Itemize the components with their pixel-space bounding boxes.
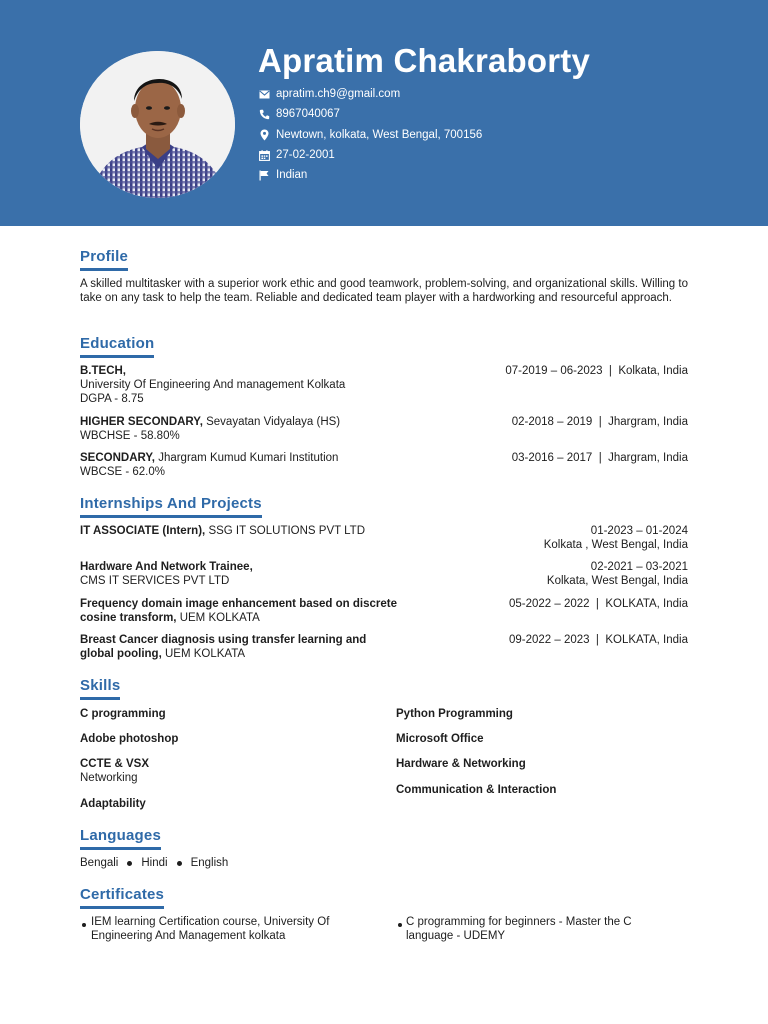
contact-dob <box>258 145 482 165</box>
language-list <box>80 857 228 869</box>
education-dates-location: 07-2019 – 06-2023 | Kolkata, India <box>505 365 688 377</box>
education-degree-line: SECONDARY, Jhargram Kumud Kumari Institution <box>80 452 339 464</box>
project-title-line1: Breast Cancer diagnosis using transfer learning and <box>80 634 367 646</box>
project-title-line2: cosine transform, UEM KOLKATA <box>80 612 260 624</box>
contact-list <box>258 84 482 185</box>
certificate-line1: IEM learning Certification course, University Of <box>91 916 330 928</box>
certificate-line1: C programming for beginners - Master the C <box>406 916 632 928</box>
skill-item: Communication & Interaction <box>396 784 557 796</box>
contact-email <box>258 84 482 104</box>
project-dates-location: 09-2022 – 2023 | KOLKATA, India <box>508 634 688 646</box>
project-dates-location: 05-2022 – 2022 | KOLKATA, India <box>508 598 688 610</box>
skill-item: Adaptability <box>80 798 146 810</box>
internship-location: Kolkata, West Bengal, India <box>546 575 688 587</box>
skill-item: Adobe photoshop <box>80 733 179 745</box>
internship-dates: 01-2023 – 01-2024 <box>590 525 688 537</box>
language-item: English <box>190 857 229 869</box>
contact-nationality-text: Indian <box>276 169 308 182</box>
section-title-profile: Profile <box>80 248 128 271</box>
project-title-line1: Frequency domain image enhancement based on discrete <box>80 598 397 610</box>
skill-item: C programming <box>80 708 166 720</box>
education-institution: University Of Engineering And management Kolkata <box>80 379 346 391</box>
internship-org: CMS IT SERVICES PVT LTD <box>80 575 230 587</box>
education-dates-location: 02-2018 – 2019 | Jhargram, India <box>511 416 688 428</box>
skill-item: Microsoft Office <box>396 733 484 745</box>
education-score: WBCSE - 62.0% <box>80 466 165 478</box>
bullet-separator <box>127 861 132 866</box>
location-icon <box>258 129 270 141</box>
profile-summary: A skilled multitasker with a superior work ethic and good teamwork, problem-solving, and organizational skills. Willing to take on any task to help the team. Reliable and dedicated team player with a hardworking and resourceful approach. <box>80 278 688 304</box>
profile-photo <box>80 51 235 198</box>
contact-nationality <box>258 165 482 185</box>
contact-dob-text: 27-02-2001 <box>276 149 335 162</box>
contact-email-text[interactable]: apratim.ch9@gmail.com <box>276 88 401 101</box>
section-title-education: Education <box>80 335 154 358</box>
email-icon <box>258 88 270 100</box>
education-score: WBCHSE - 58.80% <box>80 430 180 442</box>
education-degree-line: HIGHER SECONDARY, Sevayatan Vidyalaya (HS) <box>80 416 341 428</box>
skill-item: Python Programming <box>396 708 513 720</box>
contact-phone <box>258 104 482 124</box>
internship-role-line: IT ASSOCIATE (Intern), SSG IT SOLUTIONS PVT LTD <box>80 525 366 537</box>
section-title-languages: Languages <box>80 827 161 850</box>
internship-location: Kolkata , West Bengal, India <box>543 539 688 551</box>
skill-detail: Networking <box>80 772 138 784</box>
contact-address-text: Newtown, kolkata, West Bengal, 700156 <box>276 128 483 141</box>
certificate-line2: Engineering And Management kolkata <box>91 930 286 942</box>
education-dates-location: 03-2016 – 2017 | Jhargram, India <box>511 452 688 464</box>
section-title-certificates: Certificates <box>80 886 164 909</box>
phone-icon <box>258 108 270 120</box>
resume-header <box>0 0 768 226</box>
language-item: Hindi <box>141 857 168 869</box>
contact-address <box>258 125 482 145</box>
education-score: DGPA - 8.75 <box>80 393 144 405</box>
skill-item: Hardware & Networking <box>396 758 526 770</box>
bullet <box>82 923 86 927</box>
project-title-line2: global pooling, UEM KOLKATA <box>80 648 246 660</box>
language-item: Bengali <box>80 857 119 869</box>
skill-item: CCTE & VSX <box>80 758 150 770</box>
candidate-name: Apratim Chakraborty <box>258 42 591 79</box>
section-title-skills: Skills <box>80 677 120 700</box>
contact-phone-text[interactable]: 8967040067 <box>276 108 340 121</box>
calendar-icon <box>258 149 270 161</box>
internship-role: Hardware And Network Trainee, <box>80 561 253 573</box>
flag-icon <box>258 169 270 181</box>
education-degree: B.TECH, <box>80 365 126 377</box>
section-title-internships: Internships And Projects <box>80 495 262 518</box>
bullet <box>398 923 402 927</box>
bullet-separator <box>177 861 182 866</box>
certificate-line2: language - UDEMY <box>406 930 506 942</box>
internship-dates: 02-2021 – 03-2021 <box>590 561 688 573</box>
